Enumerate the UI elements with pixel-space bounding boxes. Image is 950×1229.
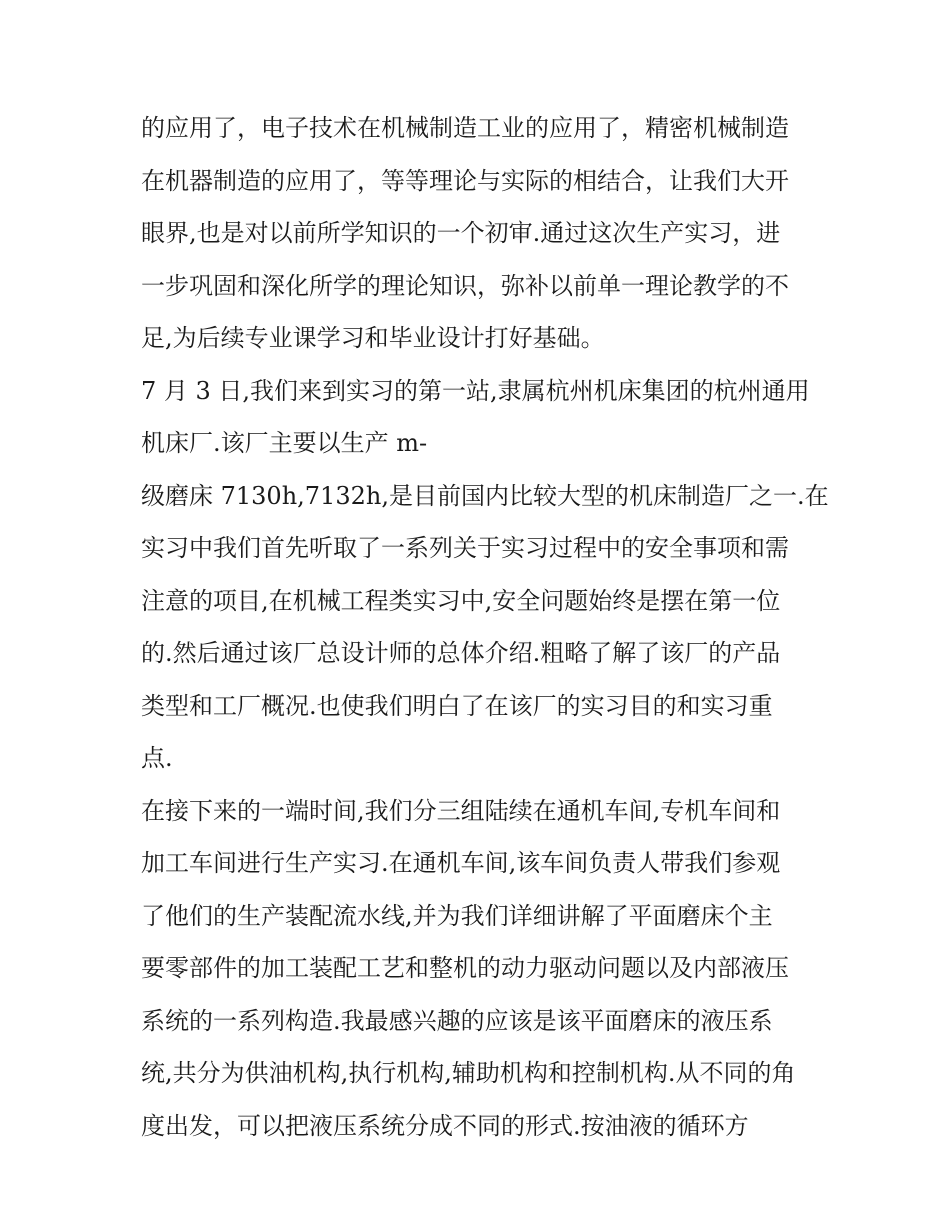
paragraph <box>141 102 821 365</box>
text-line: 机床厂.该厂主要以生产 m- <box>141 429 428 457</box>
paragraph <box>141 785 821 1153</box>
text-line: 类型和工厂概况.也使我们明白了在该厂的实习目的和实习重 <box>141 691 773 720</box>
text-line: 在机器制造的应用了，等等理论与实际的相结合，让我们大开 <box>141 166 789 195</box>
text-line: 实习中我们首先听取了一系列关于实习过程中的安全事项和需 <box>141 534 789 562</box>
document-body <box>141 102 829 1152</box>
text-line: 统,共分为供油机构,执行机构,辅助机构和控制机构.从不同的角 <box>141 1059 796 1087</box>
text-line: 了他们的生产装配流水线,并为我们详细讲解了平面磨床个主 <box>141 901 773 930</box>
text-line: 系统的一系列构造.我最感兴趣的应该是该平面磨床的液压系 <box>141 1006 773 1035</box>
text-line: 一步巩固和深化所学的理论知识，弥补以前单一理论教学的不 <box>141 271 789 300</box>
text-line: 的.然后通过该厂总设计师的总体介绍.粗略了解了该厂的产品 <box>141 639 781 667</box>
text-line: 的应用了，电子技术在机械制造工业的应用了，精密机械制造 <box>141 114 789 142</box>
text-line: 在接下来的一端时间,我们分三组陆续在通机车间,专机车间和 <box>141 796 781 825</box>
paragraph <box>141 365 829 785</box>
text-line: 7 月 3 日,我们来到实习的第一站,隶属杭州机床集团的杭州通用 <box>141 376 810 405</box>
text-line: 点. <box>141 744 173 772</box>
text-line: 加工车间进行生产实习.在通机车间,该车间负责人带我们参观 <box>141 849 781 877</box>
text-line: 足,为后续专业课学习和毕业设计打好基础。 <box>141 324 605 352</box>
text-line: 要零部件的加工装配工艺和整机的动力驱动问题以及内部液压 <box>141 954 789 982</box>
text-line: 注意的项目,在机械工程类实习中,安全问题始终是摆在第一位 <box>141 586 781 615</box>
text-line: 级磨床 7130h,7132h,是目前国内比较大型的机床制造厂之一.在 <box>141 481 829 510</box>
text-line: 眼界,也是对以前所学知识的一个初审.通过这次生产实习，进 <box>141 219 781 247</box>
text-line: 度出发，可以把液压系统分成不同的形式.按油液的循环方 <box>141 1111 749 1140</box>
